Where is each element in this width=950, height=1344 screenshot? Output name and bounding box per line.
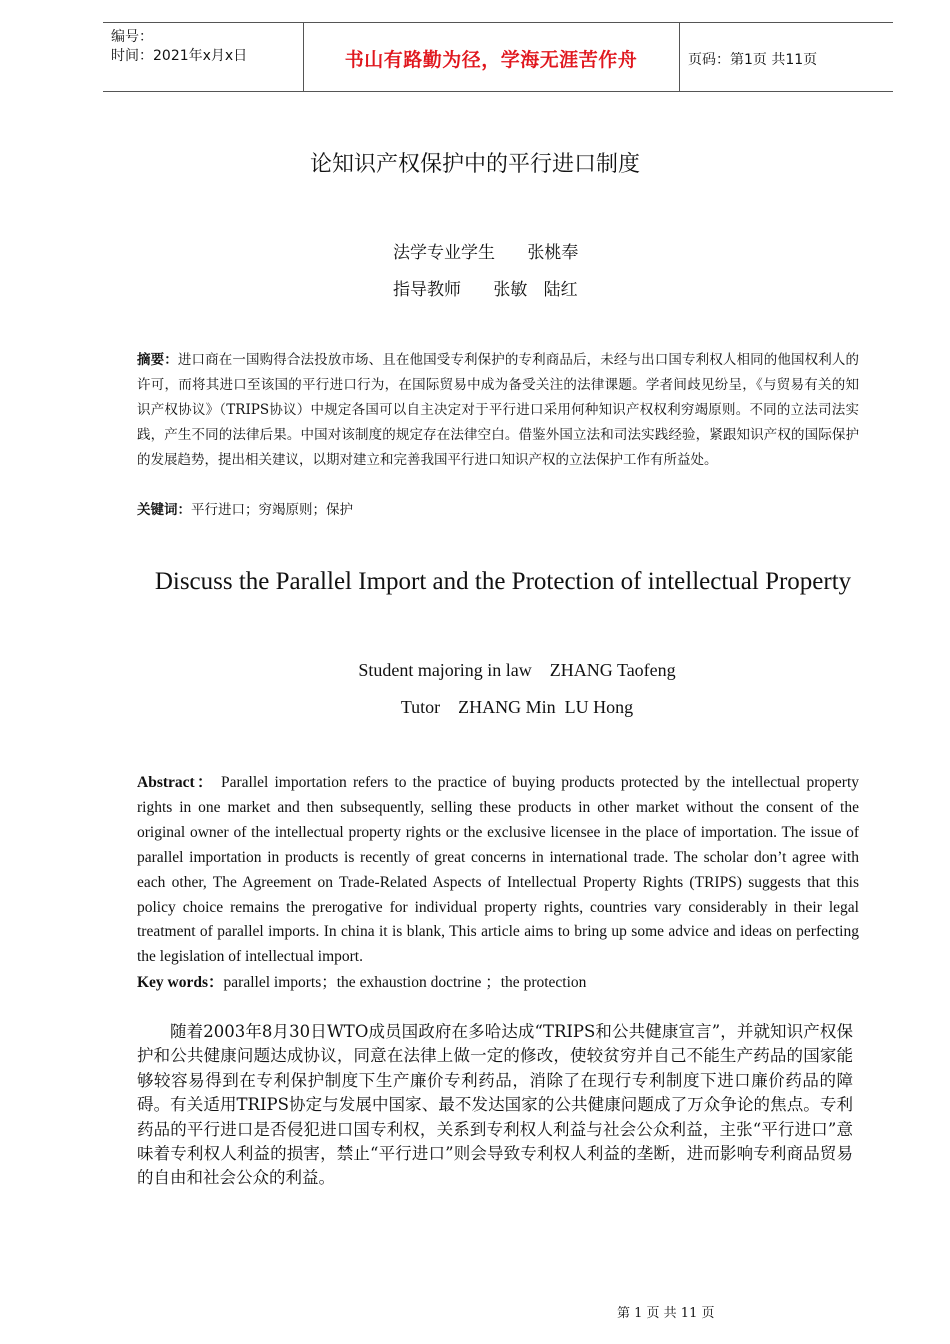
abstract-label-english: Abstract： [137, 774, 215, 791]
header-meta-cell [103, 23, 304, 91]
tutor-line-english: Tutor ZHANG Min LU Hong [400, 697, 634, 717]
keywords-label-chinese: 关键词： [137, 502, 191, 518]
header-page-cell [680, 23, 893, 91]
page-header [103, 22, 893, 92]
motto: 书山有路勤为径，学海无涯苦作舟 [344, 49, 638, 71]
page-footer: 第 1 页 共 11 页 [617, 1306, 715, 1321]
keywords-chinese [137, 498, 353, 523]
abstract-text-chinese: 进口商在一国购得合法投放市场、且在他国受专利保护的专利商品后，未经与出口国专利权人相同的他国权利人的许可，而将其进口至该国的平行进口行为，在国际贸易中成为备受关注的法律课题。学者间歧见纷呈，《与贸易有关的知识产权协议》（TRIPS协议）中规定各国可以自主决定对于平行进口采用何种知识产权权利穷竭原则。不同的立法司法实践，产生不同的法律后果。中国对该制度的规定存在法律空白。借鉴外国立法和司法实践经验，紧跟知识产权的国际保护的发展趋势，提出相关建议，以期对建立和完善我国平行进口知识产权的立法保护工作有所益处。 [137, 352, 859, 468]
abstract-english [137, 771, 859, 970]
tutor-line-chinese: 指导教师 张敏 陆红 [393, 280, 578, 300]
abstract-chinese [137, 348, 859, 473]
keywords-text-chinese: 平行进口；穷竭原则；保护 [191, 502, 353, 518]
title-chinese: 论知识产权保护中的平行进口制度 [309, 152, 640, 177]
author-line-chinese: 法学专业学生 张桃奉 [393, 243, 579, 263]
body-paragraph: 随着2003年8月30日WTO成员国政府在多哈达成“TRIPS和公共健康宣言”，并就知识产权保护和公共健康问题达成协议，同意在法律上做一定的修改，使较贫穷并自己不能生产药品的国家能够较容易得到在专利保护制度下生产廉价专利药品，消除了在现行专利制度下进口廉价药品的障碍。有关适用TRIPS协定与发展中国家、最不发达国家的公共健康问题成了万众争论的焦点。专利药品的平行进口是否侵犯进口国专利权，关系到专利权人利益与社会公众利益，主张“平行进口”意味着专利权人利益的损害，禁止“平行进口”则会导致专利权人利益的垄断，进而影响专利商品贸易的自由和社会公众的利益。 [137, 1022, 853, 1188]
header-motto-cell [303, 23, 680, 91]
abstract-text-english: Parallel importation refers to the practice of buying products protected by the intellectual property rights in one market and then subsequently, selling these products in other market without the consent of the original owner of the intellectual property rights or the exclusive licensee in the place of importation. The issue of parallel importation in products is recently of great concerns in international trade. The scholar don’t agree with each other, The Agreement on Trade-Related Aspects of Intellectual Property Rights (TRIPS) suggests that this policy choice remains the prerogative for individual property rights, countries vary considerably in their legal treatment of parallel imports. In china it is blank, This article aims to bring up some advice and ideas on perfecting the legislation of intellectual import. [137, 774, 860, 966]
title-english: Discuss the Parallel Import and the Protection of intellectual Property [154, 568, 852, 595]
abstract-label-chinese: 摘要： [137, 352, 178, 368]
keywords-english [137, 970, 586, 995]
number-label: 编号： [111, 29, 153, 45]
keywords-label-english: Key words： [137, 974, 224, 991]
page-info: 页码：第1页 共11页 [688, 52, 818, 68]
author-line-english: Student majoring in law ZHANG Taofeng [358, 660, 676, 680]
keywords-text-english: parallel imports；the exhaustion doctrine ；the protection [223, 974, 587, 991]
date-label: 时间：2021年x月x日 [111, 48, 248, 64]
